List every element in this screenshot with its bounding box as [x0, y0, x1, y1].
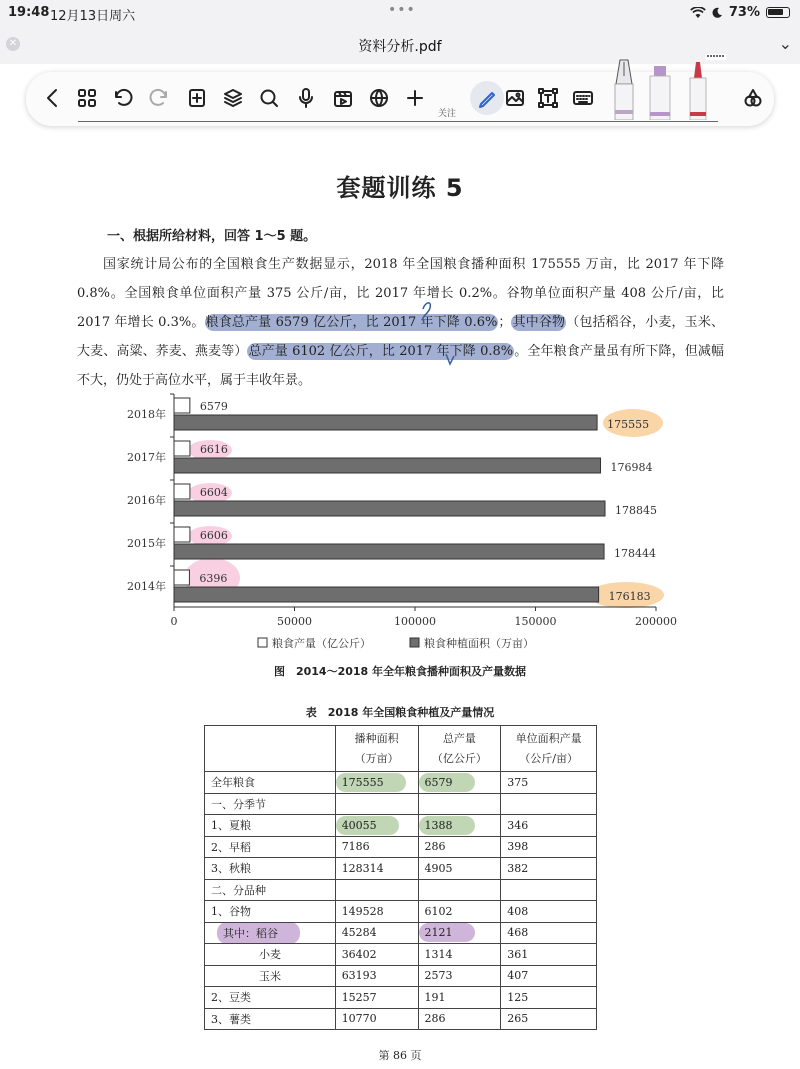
page-title: 套题训练 5	[336, 174, 464, 202]
x-tick-label: 100000	[394, 615, 436, 628]
bar-label-production: 6396	[199, 572, 228, 585]
table-row	[205, 922, 597, 944]
table-cell: 1、夏粮	[205, 815, 336, 837]
table-cell: 2121	[418, 922, 501, 944]
table-title: 表 2018 年全国粮食种植及产量情况	[305, 706, 495, 719]
table-cell	[335, 879, 418, 901]
table-cell	[335, 793, 418, 815]
table-cell	[418, 879, 501, 901]
bar-area	[174, 458, 601, 473]
table-row	[205, 987, 597, 1009]
pen-icon[interactable]	[470, 81, 504, 115]
toolbar	[26, 72, 774, 126]
battery-icon	[766, 7, 790, 18]
bar-label-production: 6606	[199, 529, 228, 542]
category-label: 2016年	[127, 494, 166, 507]
back-icon[interactable]	[40, 85, 66, 111]
table-cell: 其中：稻谷	[205, 922, 336, 944]
document-snippet: 关注	[438, 109, 457, 119]
table-cell: 15257	[335, 987, 418, 1009]
bar-area	[174, 415, 597, 430]
microphone-icon[interactable]	[293, 85, 319, 111]
x-tick-label: 50000	[277, 615, 312, 628]
table-header-cell: 总产量 （亿公斤）	[418, 726, 501, 772]
table-cell: 398	[501, 836, 597, 858]
marker-red-icon[interactable]	[690, 62, 706, 120]
status-bar	[0, 0, 800, 26]
fountain-pen-icon[interactable]	[615, 60, 633, 120]
battery-percent: 73%	[728, 5, 760, 20]
table-cell: 175555	[335, 772, 418, 794]
bar-label-area: 175555	[607, 418, 650, 431]
table-cell: 一、分季节	[205, 793, 336, 815]
bar-label-area: 178845	[615, 504, 658, 517]
table-cell: 408	[501, 901, 597, 923]
bar-label-production: 6604	[199, 486, 228, 499]
bar-area	[174, 544, 604, 559]
table-cell: 382	[501, 858, 597, 880]
legend-swatch-area	[410, 638, 419, 647]
chevron-down-icon[interactable]: ⌄	[778, 34, 792, 53]
category-label: 2014年	[127, 580, 166, 593]
bar-production	[174, 398, 190, 413]
plus-icon[interactable]	[402, 85, 428, 111]
document-title: 资料分析.pdf	[358, 39, 442, 55]
status-time: 19:48	[8, 5, 50, 20]
table-header-cell	[205, 726, 336, 772]
textbox-icon[interactable]	[535, 85, 561, 111]
bar-label-area: 178444	[614, 547, 657, 560]
table-cell: 191	[418, 987, 501, 1009]
table-cell	[418, 793, 501, 815]
table-cell: 二、分品种	[205, 879, 336, 901]
wifi-icon	[690, 7, 706, 19]
table-row	[205, 858, 597, 880]
table-cell: 149528	[335, 901, 418, 923]
image-icon[interactable]	[502, 85, 528, 111]
data-table	[204, 725, 597, 1030]
table-header-cell: 单位面积产量 （公斤/亩）	[501, 726, 597, 772]
table-cell: 3、薯类	[205, 1008, 336, 1030]
table-cell: 286	[418, 1008, 501, 1030]
moon-icon	[712, 7, 723, 18]
table-cell: 4905	[418, 858, 501, 880]
table-cell: 小麦	[205, 944, 336, 966]
clip-icon[interactable]	[330, 85, 356, 111]
table-cell	[501, 879, 597, 901]
close-icon[interactable]: ✕	[6, 37, 20, 51]
undo-icon[interactable]	[110, 85, 136, 111]
chart-title: 图 2014～2018 年全年粮食播种面积及产量数据	[273, 665, 527, 678]
page-number: 第 86 页	[378, 1049, 422, 1062]
table-row	[205, 793, 597, 815]
table-cell: 40055	[335, 815, 418, 837]
table-cell: 1388	[418, 815, 501, 837]
paragraph-text: ；	[498, 315, 512, 330]
table-cell: 63193	[335, 965, 418, 987]
pen-tray[interactable]	[610, 54, 740, 120]
bar-label-area: 176984	[610, 461, 653, 474]
table-header-row	[205, 726, 597, 772]
material-paragraph	[77, 250, 724, 395]
status-indicators	[690, 5, 790, 20]
category-label: 2017年	[127, 451, 166, 464]
table-cell: 10770	[335, 1008, 418, 1030]
table-row	[205, 772, 597, 794]
x-tick-label: 150000	[514, 615, 557, 628]
bar-label-production: 6616	[199, 443, 228, 456]
legend-label: 粮食产量（亿公斤）	[272, 637, 371, 650]
table-cell: 128314	[335, 858, 418, 880]
globe-icon[interactable]	[366, 85, 392, 111]
add-page-icon[interactable]	[184, 85, 210, 111]
x-tick-label: 200000	[635, 615, 677, 628]
highlight-cereal-output: 总产量 6102 亿公斤，比 2017 年下降 0.8%	[248, 344, 514, 359]
table-row	[205, 901, 597, 923]
table-cell: 1314	[418, 944, 501, 966]
table-cell: 346	[501, 815, 597, 837]
category-label: 2018年	[127, 408, 166, 421]
table-row	[205, 944, 597, 966]
highlighter-purple-icon[interactable]	[650, 66, 670, 120]
redo-icon[interactable]	[146, 85, 172, 111]
table-cell: 286	[418, 836, 501, 858]
highlight-cereals: 其中谷物	[512, 315, 566, 330]
table-cell: 265	[501, 1008, 597, 1030]
thumbnails-icon[interactable]	[74, 85, 100, 111]
paragraph-text: （包括稻谷，小麦，玉米、大麦、高粱、荞麦、燕麦等）	[77, 315, 724, 359]
layers-icon[interactable]	[220, 85, 246, 111]
table-cell: 2573	[418, 965, 501, 987]
table-cell: 玉米	[205, 965, 336, 987]
table-row	[205, 815, 597, 837]
x-tick-label: 0	[170, 615, 178, 628]
table-cell: 375	[501, 772, 597, 794]
bar-production	[174, 570, 189, 585]
table-row	[205, 965, 597, 987]
bar-chart	[100, 390, 700, 685]
question-heading: 一、根据所给材料，回答 1～5 题。	[107, 229, 317, 244]
bar-production	[174, 527, 190, 542]
table-cell: 45284	[335, 922, 418, 944]
legend-swatch-production	[258, 638, 267, 647]
bar-production	[174, 441, 190, 456]
table-cell: 1、谷物	[205, 901, 336, 923]
table-cell: 468	[501, 922, 597, 944]
bar-label-production: 6579	[199, 400, 228, 413]
highlight-total-output: 粮食总产量 6579 亿公斤，比 2017 年下降 0.6%	[205, 315, 498, 330]
table-cell: 6102	[418, 901, 501, 923]
table-cell: 6579	[418, 772, 501, 794]
table-row	[205, 879, 597, 901]
doc-barcode-icon	[706, 54, 726, 60]
bar-area	[174, 501, 605, 516]
status-date: 12月13日周六	[50, 9, 136, 24]
keyboard-icon[interactable]	[570, 85, 596, 111]
table-cell	[501, 793, 597, 815]
bar-production	[174, 484, 190, 499]
bar-area	[174, 587, 599, 602]
legend-label: 粮食种植面积（万亩）	[424, 637, 534, 650]
table-header-cell: 播种面积 （万亩）	[335, 726, 418, 772]
category-label: 2015年	[127, 537, 166, 550]
header-rule	[78, 121, 718, 122]
paragraph-text: 。全年粮食产量虽有所下降，但减幅不大，仍处于高位水平，属于丰收年景。	[77, 344, 724, 388]
table-cell: 36402	[335, 944, 418, 966]
search-icon[interactable]	[256, 85, 282, 111]
bar-label-area: 176183	[608, 590, 651, 603]
paragraph-text: 国家统计局公布的全国粮食生产数据显示，2018 年全国粮食播种面积 175555 万亩，比 2017 年下降 0.8%。全国粮食单位面积产量 375 公斤/亩，比 2017 年增长 0.2%。谷物单位面积产量 408 公斤/亩，比 2017 年增长 0.3%。	[77, 257, 724, 330]
table-cell: 3、秋粮	[205, 858, 336, 880]
battery-fill	[768, 9, 783, 15]
table-cell: 2、早稻	[205, 836, 336, 858]
table-cell: 7186	[335, 836, 418, 858]
table-cell: 2、豆类	[205, 987, 336, 1009]
table-row	[205, 836, 597, 858]
table-cell: 407	[501, 965, 597, 987]
table-cell: 125	[501, 987, 597, 1009]
table-row	[205, 1008, 597, 1030]
multitask-dots-icon[interactable]: •••	[388, 2, 416, 18]
table-cell: 361	[501, 944, 597, 966]
table-cell: 全年粮食	[205, 772, 336, 794]
shapes-icon[interactable]	[740, 85, 766, 111]
